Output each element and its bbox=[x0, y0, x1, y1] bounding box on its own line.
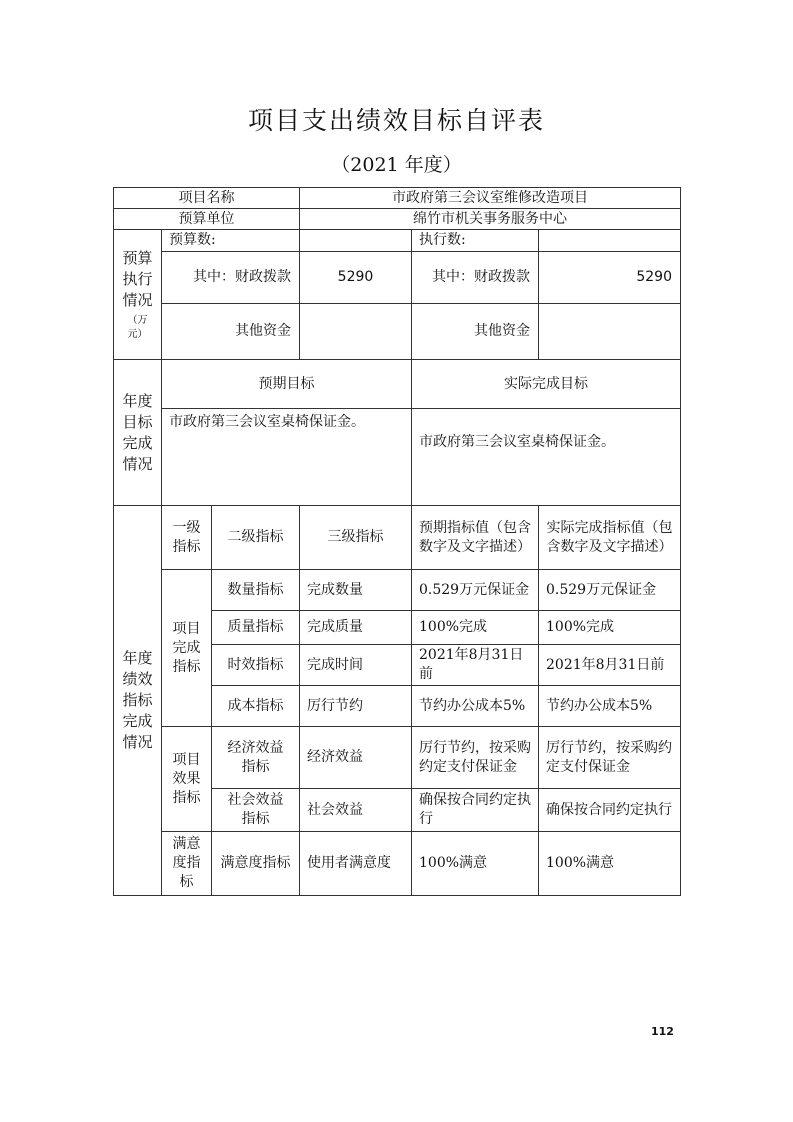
page-number: 112 bbox=[651, 1025, 674, 1038]
project-name-value: 市政府第三会议室维修改造项目 bbox=[299, 187, 681, 209]
expected-goal-header: 预期目标 bbox=[161, 359, 412, 409]
header-level1: 一级指标 bbox=[161, 505, 212, 570]
year-label: （2021 年度） bbox=[331, 154, 462, 176]
row-quantity-level3: 完成数量 bbox=[299, 569, 412, 611]
group-project-effect: 项目效果指标 bbox=[161, 726, 212, 832]
budget-section-label-unit: （万元） bbox=[127, 314, 148, 340]
row-satisfaction-expected: 100%满意 bbox=[411, 831, 539, 896]
budget-fiscal-label: 其中：财政拨款 bbox=[161, 251, 300, 304]
header-expected-value: 预期指标值（包含数字及文字描述） bbox=[411, 505, 539, 570]
exec-fiscal-label: 其中：财政拨款 bbox=[411, 251, 539, 304]
expected-goal-text: 市政府第三会议室桌椅保证金。 bbox=[161, 408, 412, 506]
row-timeliness-level3: 完成时间 bbox=[299, 644, 412, 686]
indicators-section-label-text: 年度绩效指标完成情况 bbox=[122, 649, 153, 751]
goals-section-label bbox=[113, 359, 162, 506]
row-economic-level3: 经济效益 bbox=[299, 726, 412, 789]
budget-other-label: 其他资金 bbox=[161, 303, 300, 360]
row-economic-expected: 厉行节约，按采购约定支付保证金 bbox=[411, 726, 539, 789]
header-actual-value: 实际完成指标值（包含数字及文字描述） bbox=[538, 505, 681, 570]
row-social-level2: 社会效益指标 bbox=[211, 788, 300, 832]
header-level3: 三级指标 bbox=[299, 505, 412, 570]
exec-other-value bbox=[538, 303, 681, 360]
exec-other-label: 其他资金 bbox=[411, 303, 539, 360]
row-quality-level2: 质量指标 bbox=[211, 610, 300, 645]
header-level2: 二级指标 bbox=[211, 505, 300, 570]
row-social-expected: 确保按合同约定执行 bbox=[411, 788, 539, 832]
row-social-actual: 确保按合同约定执行 bbox=[538, 788, 681, 832]
budget-unit-label: 预算单位 bbox=[113, 208, 300, 230]
row-economic-level2: 经济效益指标 bbox=[211, 726, 300, 789]
row-quality-expected: 100%完成 bbox=[411, 610, 539, 645]
row-quality-actual: 100%完成 bbox=[538, 610, 681, 645]
row-satisfaction-level3: 使用者满意度 bbox=[299, 831, 412, 896]
page-title: 项目支出绩效目标自评表 bbox=[247, 106, 545, 135]
group-project-completion: 项目完成指标 bbox=[161, 569, 212, 727]
actual-goal-header: 实际完成目标 bbox=[411, 359, 681, 409]
row-economic-actual: 厉行节约，按采购约定支付保证金 bbox=[538, 726, 681, 789]
group-satisfaction: 满意度指标 bbox=[161, 831, 212, 896]
exec-fiscal-value: 5290 bbox=[538, 251, 681, 304]
row-social-level3: 社会效益 bbox=[299, 788, 412, 832]
exec-total-label: 执行数: bbox=[411, 229, 539, 252]
row-quantity-expected: 0.529万元保证金 bbox=[411, 569, 539, 611]
row-satisfaction-level2: 满意度指标 bbox=[211, 831, 300, 896]
indicators-section-label bbox=[113, 505, 162, 896]
budget-fiscal-value: 5290 bbox=[299, 251, 412, 304]
budget-section-label-main: 预算执行情况 bbox=[122, 248, 153, 309]
budget-total-value bbox=[299, 229, 412, 252]
row-cost-expected: 节约办公成本5% bbox=[411, 685, 539, 727]
goals-section-label-text: 年度目标完成情况 bbox=[122, 391, 153, 473]
row-timeliness-level2: 时效指标 bbox=[211, 644, 300, 686]
row-timeliness-actual: 2021年8月31日前 bbox=[538, 644, 681, 686]
exec-total-value bbox=[538, 229, 681, 252]
row-quantity-level2: 数量指标 bbox=[211, 569, 300, 611]
project-name-label: 项目名称 bbox=[113, 187, 300, 209]
row-satisfaction-actual: 100%满意 bbox=[538, 831, 681, 896]
budget-total-label: 预算数: bbox=[161, 229, 300, 252]
row-quality-level3: 完成质量 bbox=[299, 610, 412, 645]
row-timeliness-expected: 2021年8月31日前 bbox=[411, 644, 539, 686]
budget-other-value bbox=[299, 303, 412, 360]
budget-section-label bbox=[113, 229, 162, 360]
row-quantity-actual: 0.529万元保证金 bbox=[538, 569, 681, 611]
budget-unit-value: 绵竹市机关事务服务中心 bbox=[299, 208, 681, 230]
actual-goal-text: 市政府第三会议室桌椅保证金。 bbox=[411, 408, 681, 506]
row-cost-level2: 成本指标 bbox=[211, 685, 300, 727]
row-cost-level3: 厉行节约 bbox=[299, 685, 412, 727]
row-cost-actual: 节约办公成本5% bbox=[538, 685, 681, 727]
